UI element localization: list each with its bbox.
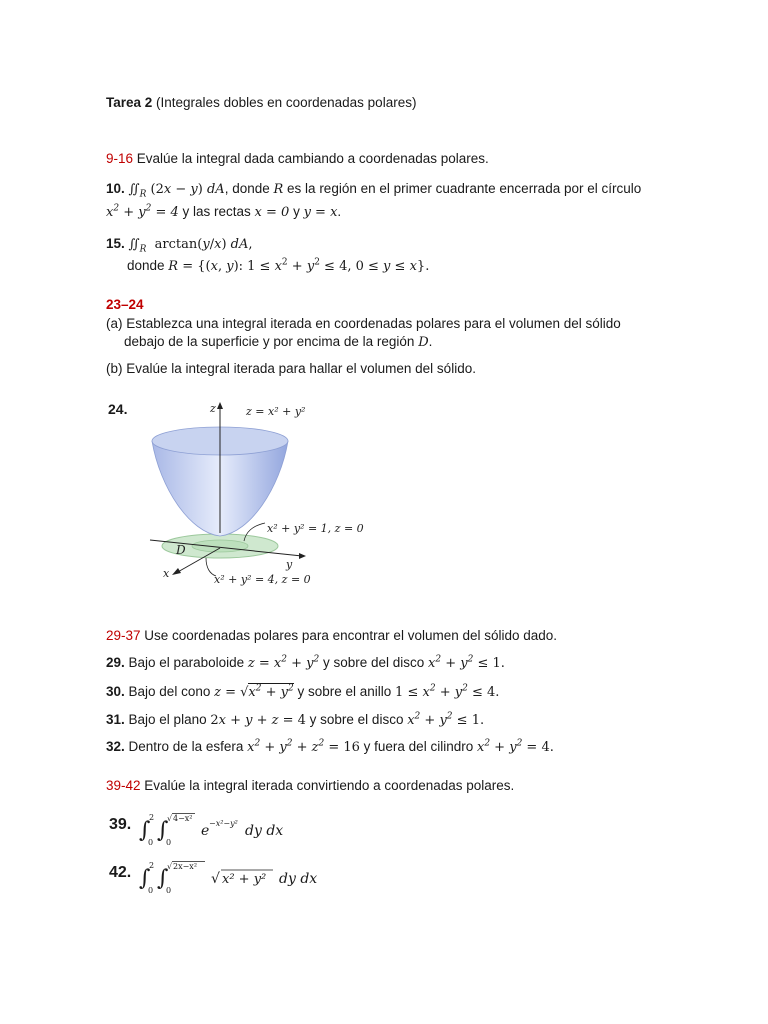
problem-number: 15. (106, 236, 125, 251)
svg-text:e: e (201, 823, 210, 839)
problem-text: y fuera del cilindro (359, 739, 477, 754)
problem-text: donde (127, 258, 169, 273)
region-label: D (176, 543, 186, 557)
problem-number: 10. (106, 181, 125, 196)
problem-text: Dentro de la esfera (124, 739, 248, 754)
math-expression: $∬_R$ (2x − y) dA (128, 182, 225, 200)
problem-text: . (337, 204, 342, 219)
problem-text: es la región en el primer cuadrante encerrada por el círculo (283, 181, 642, 196)
part-a-line1: (a) Establezca una integral iterada en coordenadas polares para el volumen del sólido (106, 316, 621, 331)
inner-circle-equation: x² + y² = 1, z = 0 (267, 522, 364, 535)
problem-32 (106, 739, 554, 755)
math-expression: R (273, 182, 284, 197)
svg-text:∫: ∫ (139, 818, 151, 843)
z-axis-label: z (210, 402, 216, 415)
problem-text: y (289, 204, 304, 219)
part-a-line2: debajo de la superficie y por encima de la región D. (124, 334, 433, 350)
problem-text: Bajo el paraboloide (124, 655, 248, 670)
section-heading-29-37 (106, 628, 557, 643)
svg-text:4−x²: 4−x² (173, 814, 193, 823)
problem-number: 30. (106, 684, 125, 699)
part-b: (b) Evalúe la integral iterada para hallar el volumen del sólido. (106, 361, 476, 376)
section-text: Use coordenadas polares para encontrar el volumen del sólido dado. (140, 628, 558, 643)
problem-15-line1 (106, 236, 253, 255)
x-axis-label: x (163, 567, 170, 580)
problem-31 (106, 712, 484, 728)
page-title (106, 95, 416, 110)
math-expression: $x^2 + y^2 \le 1$. (428, 654, 505, 671)
svg-text:∫: ∫ (139, 866, 151, 891)
svg-text:x² + y²: x² + y² (222, 872, 267, 887)
svg-text:dy dx: dy dx (245, 823, 284, 839)
svg-text:0: 0 (148, 838, 154, 847)
section-heading-39-42 (106, 778, 514, 793)
math-expression: $1 \le x^2 + y^2 \le 4$. (395, 683, 500, 700)
math-expression: $z = x^2 + y^2$ (247, 654, 320, 671)
math-expression: R = {(x, y): $1 \le x^2 + y^2 \le 4$, 0 ≤ y ≤ x}. (168, 257, 430, 274)
problem-text: y sobre el anillo (293, 684, 396, 699)
region-inner-disk (192, 540, 248, 552)
z-axis-arrow (217, 402, 223, 409)
math-expression: 2x + y + z = 4 (210, 713, 306, 728)
section-text: Evalúe la integral iterada convirtiendo a coordenadas polares. (140, 778, 515, 793)
iterated-integral-39 (139, 811, 329, 847)
problem-text: y sobre del disco (319, 655, 429, 670)
section-range: 9-16 (106, 151, 134, 166)
math-expression: $x^2 + y^2 \le 1$. (407, 711, 485, 728)
problem-30 (106, 684, 499, 700)
title-bold: Tarea 2 (106, 95, 153, 110)
svg-text:√: √ (211, 871, 220, 887)
svg-text:−x²−y²: −x²−y² (209, 819, 238, 828)
svg-text:2x−x²: 2x−x² (173, 862, 198, 871)
section-range: 39-42 (106, 778, 141, 793)
math-expression: x = 0 (254, 205, 290, 220)
paraboloid-figure (140, 398, 370, 593)
section-text: Evalúe la integral dada cambiando a coordenadas polares. (133, 151, 489, 166)
problem-number: 29. (106, 655, 125, 670)
problem-number: 31. (106, 712, 125, 727)
problem-15-line2 (127, 258, 429, 274)
svg-text:2: 2 (149, 861, 155, 870)
problem-text: Bajo el plano (124, 712, 211, 727)
svg-text:0: 0 (166, 838, 172, 847)
problem-number: 39. (109, 816, 132, 833)
problem-text: y sobre el disco (305, 712, 408, 727)
section-range: 29-37 (106, 628, 141, 643)
problem-number: 32. (106, 739, 125, 754)
math-expression: $∬_R$ arctan(y/x) dA, (128, 237, 253, 255)
problem-text: Bajo del cono (124, 684, 215, 699)
y-axis-arrow (299, 553, 306, 559)
svg-text:2: 2 (149, 813, 155, 822)
y-axis-label: y (286, 558, 293, 571)
math-expression: $x^2 + y^2 = 4$. (476, 738, 554, 755)
x-axis-arrow (172, 568, 181, 575)
problem-10-line1 (106, 181, 642, 200)
math-expression: $x^2 + y^2 = 4$ (106, 203, 179, 220)
svg-text:∫: ∫ (157, 866, 169, 891)
section-heading-9-16 (106, 151, 489, 166)
problem-10-line2 (106, 204, 341, 220)
problem-text: , donde (224, 181, 274, 196)
svg-text:√: √ (167, 814, 173, 823)
title-rest: (Integrales dobles en coordenadas polares) (152, 95, 417, 110)
section-heading-23-24: 23–24 (106, 297, 144, 312)
outer-circle-equation: x² + y² = 4, z = 0 (214, 573, 311, 586)
svg-text:0: 0 (148, 886, 154, 895)
problem-number: 42. (109, 864, 132, 881)
svg-text:0: 0 (166, 886, 172, 895)
math-expression: $x^2 + y^2 + z^2 = 16$ (247, 738, 360, 755)
problem-text: y las rectas (178, 204, 255, 219)
surface-equation: z = x² + y² (246, 405, 306, 418)
iterated-integral-42 (139, 859, 339, 895)
figure-number: 24. (108, 401, 128, 417)
math-expression: D (418, 335, 429, 350)
part-a-text: debajo de la superficie y por encima de la región (124, 334, 419, 349)
svg-text:dy dx: dy dx (279, 871, 318, 887)
svg-text:√: √ (167, 862, 173, 871)
math-expression: $z = √x^2 + y^2$ (214, 683, 294, 700)
svg-text:∫: ∫ (157, 818, 169, 843)
problem-29 (106, 655, 505, 671)
math-expression: y = x (303, 205, 338, 220)
